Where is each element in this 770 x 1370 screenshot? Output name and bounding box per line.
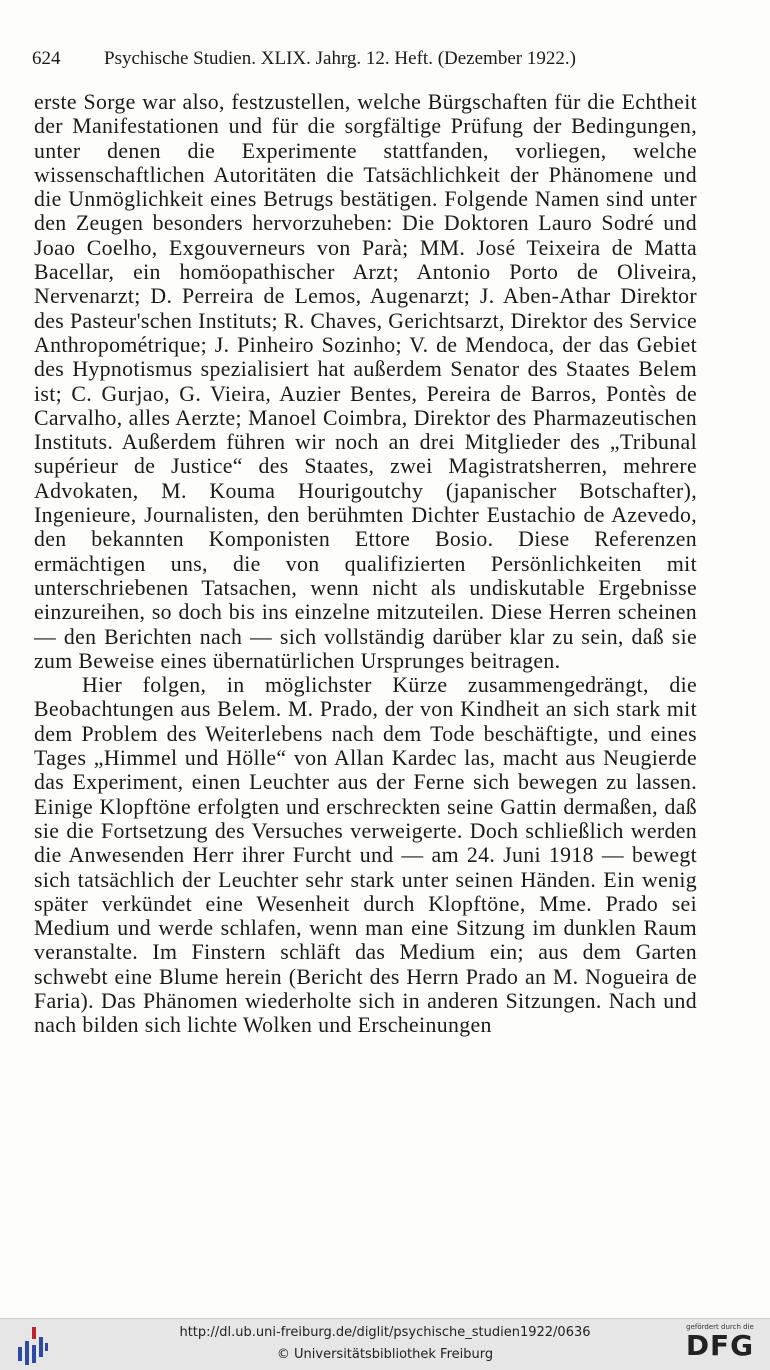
paragraph-1: erste Sorge war also, festzustellen, welche Bürgschaften für die Echtheit der Manifestationen und für die sorgfältige Prüfung der Bedingungen, unter denen die Experimente stattfanden, vorliegen, welche wissenschaftlichen Autoritäten die Tatsächlichkeit der Phänomene und die Unmöglichkeit eines Betrugs bestätigen. Folgende Namen sind unter den Zeugen besonders hervorzuheben: Die Doktoren Lauro Sodré und Joao Coelho, Exgouverneurs von Parà; MM. José Teixeira de Matta Bacellar, ein homöopathischer Arzt; Antonio Porto de Oliveira, Nervenarzt; D. Perreira de Lemos, Augenarzt; J. Aben-Athar Direktor des Pasteur'schen Instituts; R. Chaves, Gerichtsarzt, Direktor des Service Anthropométrique; J. Pinheiro Sozinho; V. de Mendoca, der das Gebiet des Hypnotismus spezialisiert hat außerdem Senator des Staates Belem ist; C. Gurjao, G. Vieira, Auzier Bentes, Pereira de Barros, Pontès de Carvalho, alles Aerzte; Manoel Coimbra, Direktor des Pharmazeutischen Instituts. Außerdem führen wir noch an drei Mitglieder des „Tribunal supérieur de Justice“ des Staates, zwei Magistratsherren, mehrere Advokaten, M. Kouma Hourigoutchy (japanischer Botschafter), Ingenieure, Journalisten, den berühmten Dichter Eustachio de Azevedo, den bekannten Komponisten Ettore Bosio. Diese Referenzen ermächtigen uns, die von qualifizierten Persönlichkeiten mit unterschriebenen Tatsachen, wenn nicht als undiskutable Ergebnisse einzureihen, so doch bis ins einzelne mitzuteilen. Diese Herren scheinen — den Berichten nach — sich vollständig darüber klar zu sein, daß sie zum Beweise eines übernatürlichen Ursprunges beitragen. bbox=[34, 90, 697, 673]
dfg-logo-text: DFG bbox=[685, 1329, 755, 1362]
running-head bbox=[32, 48, 732, 78]
paragraph-2: Hier folgen, in möglichster Kürze zusammengedrängt, die Beobachtungen aus Belem. M. Prado, der von Kindheit an sich stark mit dem Problem des Weiterlebens nach dem Tode beschäftigte, und eines Tages „Himmel und Hölle“ von Allan Kardec las, macht aus Neugierde das Experiment, einen Leuchter aus der Ferne sich bewegen zu lassen. Einige Klopftöne erfolgten und erschreckten seine Gattin dermaßen, daß sie die Fortsetzung des Versuches verweigerte. Doch schließlich werden die Anwesenden Herr ihrer Furcht und — am 24. Juni 1918 — bewegt sich tatsächlich der Leuchter sehr stark unter seinen Händen. Ein wenig später verkündet eine Wesenheit durch Klopftöne, Mme. Prado sei Medium und werde schlafen, wenn man eine Sitzung im dunklen Raum veranstalte. Im Finstern schläft das Medium ein; aus dem Garten schwebt eine Blume herein (Bericht des Herrn Prado an M. Nogueira de Faria). Das Phänomen wiederholte sich in anderen Sitzungen. Nach und nach bilden sich lichte Wolken und Erscheinungen bbox=[34, 673, 697, 1038]
dfg-logo bbox=[682, 1323, 758, 1367]
viewer-footer bbox=[0, 1318, 770, 1370]
running-title: Psychische Studien. XLIX. Jahrg. 12. Heft. (Dezember 1922.) bbox=[104, 48, 576, 69]
dfg-tagline: gefördert durch die bbox=[686, 1323, 754, 1331]
body-text bbox=[34, 90, 697, 1038]
footer-copyright: © Universitätsbibliothek Freiburg bbox=[276, 1347, 494, 1362]
footer-url-link[interactable]: http://dl.ub.uni-freiburg.de/diglit/psychische_studien1922/0636 bbox=[179, 1325, 591, 1340]
page-number: 624 bbox=[32, 48, 61, 69]
